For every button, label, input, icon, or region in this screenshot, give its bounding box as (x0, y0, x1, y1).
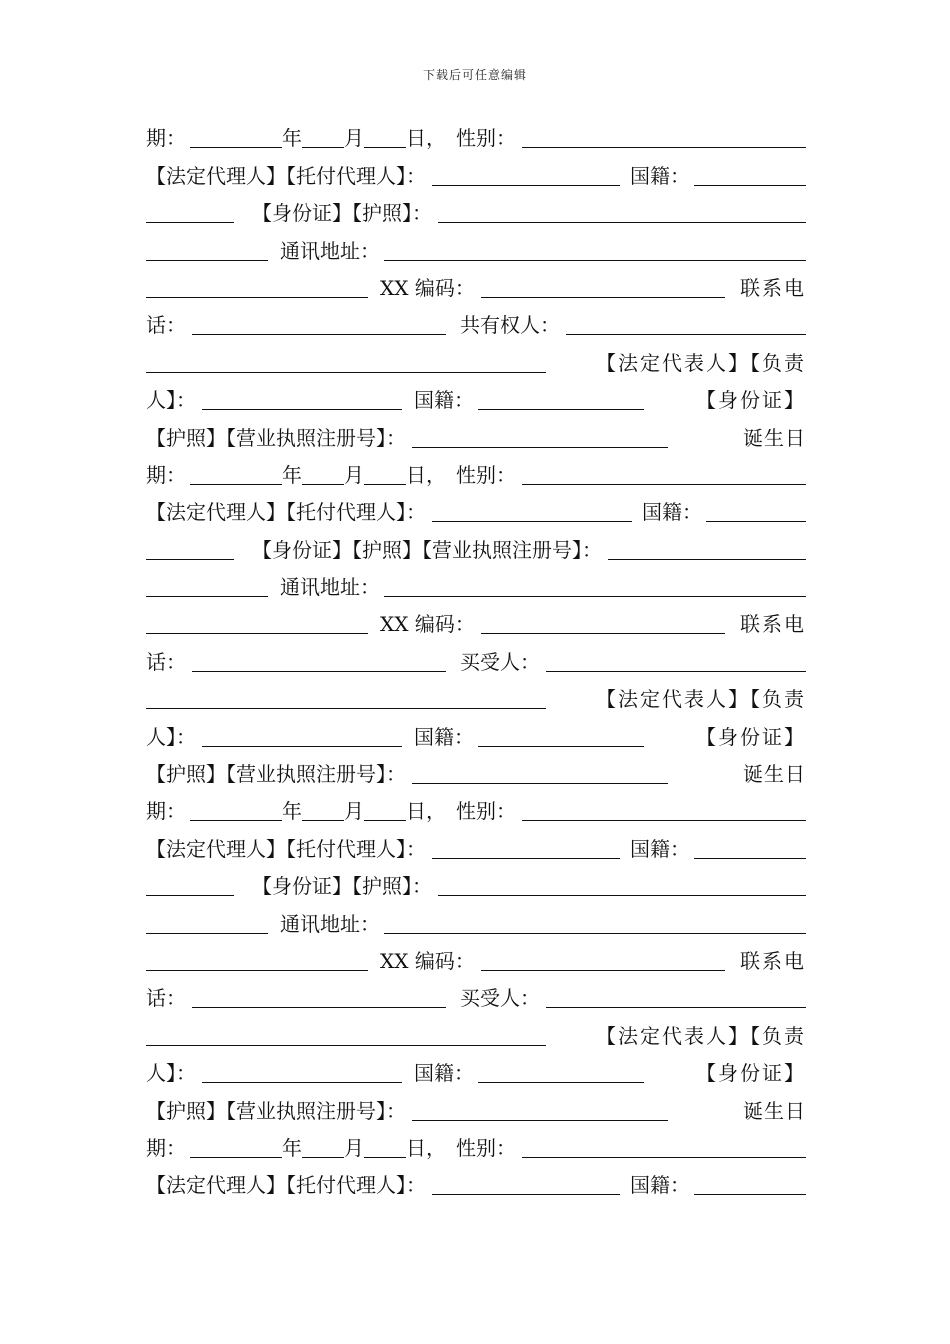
label-birth-date-end: 期： (146, 1135, 186, 1160)
blank-day (364, 129, 406, 148)
label-phone-end: 话： (146, 986, 186, 1011)
label-nationality: 国籍： (414, 1061, 474, 1086)
form-line (146, 567, 806, 604)
label-year: 年 (282, 1135, 302, 1160)
form-line (146, 903, 806, 940)
label-id-card: 【身份证】 (696, 1061, 806, 1086)
label-legal-agent: 【法定代理人】【托付代理人】： (146, 1173, 426, 1198)
blank-nationality (694, 840, 806, 859)
blank-license (412, 765, 668, 784)
label-legal-agent: 【法定代理人】【托付代理人】： (146, 500, 426, 525)
blank-address-cont (146, 279, 368, 298)
blank-day (364, 466, 406, 485)
label-nationality: 国籍： (414, 724, 474, 749)
label-postcode: XX 编码： (380, 275, 475, 300)
label-month: 月 (344, 462, 364, 487)
label-passport-license: 【护照】【营业执照注册号】： (146, 425, 406, 450)
form-line (146, 1128, 806, 1165)
label-phone-end: 话： (146, 649, 186, 674)
blank-agent (432, 840, 620, 859)
label-day: 日， (406, 462, 446, 487)
label-id-passport-license: 【身份证】【护照】【营业执照注册号】： (252, 537, 602, 562)
blank-gender (522, 802, 806, 821)
label-birth-date-start: 诞生日 (743, 425, 806, 450)
form-line (146, 380, 806, 417)
blank-day (364, 1139, 406, 1158)
blank-postcode (481, 615, 725, 634)
label-day: 日， (406, 126, 446, 151)
blank-buyer (546, 989, 806, 1008)
label-nationality: 国籍： (630, 163, 690, 188)
label-legal-rep: 【法定代表人】【负责 (596, 350, 806, 375)
blank-nationality (694, 1176, 806, 1195)
label-nationality: 国籍： (642, 500, 702, 525)
blank-address (384, 578, 806, 597)
blank-agent (432, 1176, 620, 1195)
blank-gender (522, 1139, 806, 1158)
blank-id-cont (146, 578, 268, 597)
label-year: 年 (282, 799, 302, 824)
label-passport-license: 【护照】【营业执照注册号】： (146, 1098, 406, 1123)
form-line (146, 155, 806, 192)
form-line (146, 1165, 806, 1202)
blank-id (608, 541, 806, 560)
blank-agent (432, 167, 620, 186)
label-day: 日， (406, 799, 446, 824)
blank-license (412, 1102, 668, 1121)
blank-buyer-cont (146, 690, 546, 709)
label-nationality: 国籍： (630, 1173, 690, 1198)
blank-address (384, 915, 806, 934)
form-line (146, 941, 806, 978)
label-buyer: 买受人： (460, 649, 540, 674)
form-line (146, 492, 806, 529)
label-rep-end: 人】： (146, 724, 196, 749)
label-birth-date-start: 诞生日 (743, 762, 806, 787)
label-address: 通讯地址： (280, 911, 380, 936)
blank-nationality (478, 1064, 644, 1083)
document-body (146, 118, 806, 1202)
blank-nationality (478, 728, 644, 747)
blank-address-cont (146, 615, 368, 634)
form-line (146, 716, 806, 753)
blank-agent (432, 503, 632, 522)
form-line (146, 193, 806, 230)
label-phone-start: 联系电 (740, 275, 806, 300)
blank-rep (202, 1064, 402, 1083)
blank-month (302, 129, 344, 148)
label-buyer: 买受人： (460, 986, 540, 1011)
blank-month (302, 802, 344, 821)
form-line (146, 118, 806, 155)
form-line (146, 679, 806, 716)
label-passport-license: 【护照】【营业执照注册号】： (146, 762, 406, 787)
label-legal-rep: 【法定代表人】【负责 (596, 687, 806, 712)
blank-nationality-cont (146, 541, 234, 560)
label-birth-date-start: 诞生日 (743, 1098, 806, 1123)
blank-gender (522, 466, 806, 485)
blank-address (384, 242, 806, 261)
label-gender: 性别： (456, 462, 516, 487)
blank-id (438, 877, 806, 896)
blank-co-owner (566, 316, 806, 335)
label-address: 通讯地址： (280, 575, 380, 600)
form-line (146, 529, 806, 566)
label-id-card: 【身份证】 (696, 724, 806, 749)
blank-phone (192, 653, 446, 672)
label-month: 月 (344, 1135, 364, 1160)
label-month: 月 (344, 126, 364, 151)
form-line (146, 305, 806, 342)
label-nationality: 国籍： (414, 388, 474, 413)
label-gender: 性别： (456, 126, 516, 151)
label-address: 通讯地址： (280, 238, 380, 263)
label-phone-start: 联系电 (740, 612, 806, 637)
blank-year (190, 802, 282, 821)
blank-id-cont (146, 915, 268, 934)
blank-year (190, 1139, 282, 1158)
label-birth-date-end: 期： (146, 126, 186, 151)
label-phone-end: 话： (146, 313, 186, 338)
blank-day (364, 802, 406, 821)
label-year: 年 (282, 126, 302, 151)
label-month: 月 (344, 799, 364, 824)
blank-nationality-cont (146, 877, 234, 896)
label-legal-agent: 【法定代理人】【托付代理人】： (146, 836, 426, 861)
form-line (146, 1090, 806, 1127)
label-birth-date-end: 期： (146, 799, 186, 824)
label-postcode: XX 编码： (380, 612, 475, 637)
form-line (146, 455, 806, 492)
blank-id (438, 204, 806, 223)
blank-rep (202, 391, 402, 410)
label-birth-date-end: 期： (146, 462, 186, 487)
label-nationality: 国籍： (630, 836, 690, 861)
form-line (146, 1015, 806, 1052)
blank-co-owner-cont (146, 354, 546, 373)
form-line (146, 1053, 806, 1090)
blank-postcode (481, 952, 725, 971)
label-rep-end: 人】： (146, 388, 196, 413)
form-line (146, 754, 806, 791)
blank-rep (202, 728, 402, 747)
blank-address-cont (146, 952, 368, 971)
label-legal-rep: 【法定代表人】【负责 (596, 1023, 806, 1048)
blank-gender (522, 129, 806, 148)
form-line (146, 417, 806, 454)
blank-year (190, 466, 282, 485)
blank-phone (192, 316, 446, 335)
blank-month (302, 466, 344, 485)
blank-license (412, 429, 668, 448)
label-gender: 性别： (456, 1135, 516, 1160)
form-line (146, 866, 806, 903)
blank-phone (192, 989, 446, 1008)
blank-year (190, 129, 282, 148)
form-line (146, 641, 806, 678)
page-header: 下载后可任意编辑 (422, 68, 527, 82)
label-day: 日， (406, 1135, 446, 1160)
label-id-passport: 【身份证】【护照】： (252, 201, 432, 226)
blank-nationality (706, 503, 806, 522)
blank-nationality (694, 167, 806, 186)
label-postcode: XX 编码： (380, 948, 475, 973)
form-line (146, 828, 806, 865)
blank-postcode (481, 279, 725, 298)
label-year: 年 (282, 462, 302, 487)
blank-buyer (546, 653, 806, 672)
blank-nationality-cont (146, 204, 234, 223)
label-rep-end: 人】： (146, 1061, 196, 1086)
label-co-owner: 共有权人： (460, 313, 560, 338)
form-line (146, 604, 806, 641)
blank-buyer-cont (146, 1027, 546, 1046)
form-line (146, 230, 806, 267)
label-legal-agent: 【法定代理人】【托付代理人】： (146, 163, 426, 188)
blank-id-cont (146, 242, 268, 261)
label-id-passport: 【身份证】【护照】： (252, 874, 432, 899)
label-id-card: 【身份证】 (696, 388, 806, 413)
blank-nationality (478, 391, 644, 410)
form-line (146, 791, 806, 828)
blank-month (302, 1139, 344, 1158)
label-phone-start: 联系电 (740, 948, 806, 973)
form-line (146, 268, 806, 305)
form-line (146, 978, 806, 1015)
form-line (146, 342, 806, 379)
label-gender: 性别： (456, 799, 516, 824)
